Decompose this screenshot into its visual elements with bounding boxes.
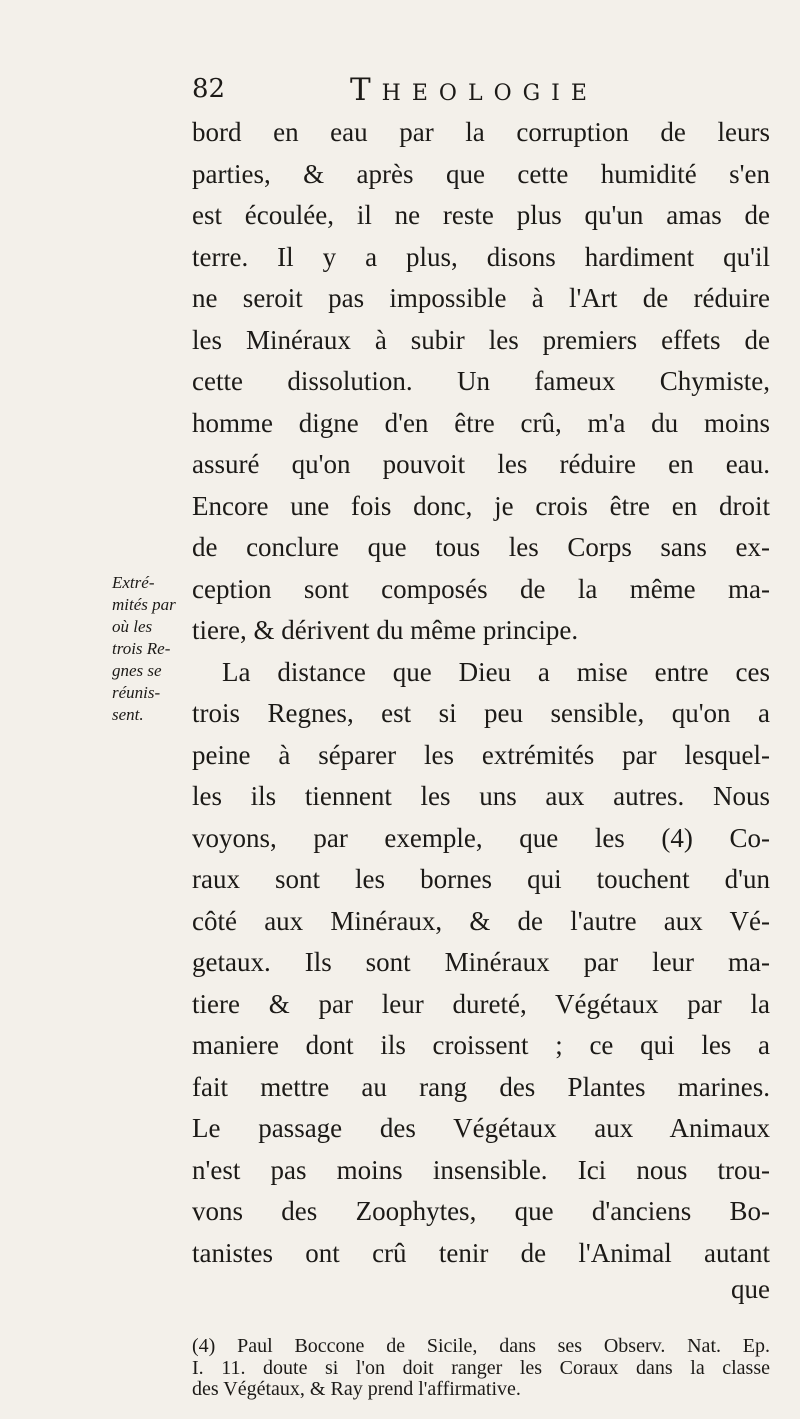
text-line: Encore une fois donc, je crois être en droit xyxy=(192,490,770,521)
page-number: 82 xyxy=(192,74,226,104)
page-header xyxy=(192,72,662,112)
text-line: ne seroit pas impossible à l'Art de réduire xyxy=(192,283,770,313)
text-line: Le passage des Végétaux aux Animaux xyxy=(192,1113,770,1143)
margin-note xyxy=(112,572,192,726)
text-line: vons des Zoophytes, que d'anciens Bo- xyxy=(192,1196,770,1226)
text-line: ception sont composés de la même ma- xyxy=(192,573,770,604)
footnote-line: (4) Paul Boccone de Sicile, dans ses Observ. Nat. Ep. xyxy=(192,1335,770,1357)
text-line: cette dissolution. Un fameux Chymiste, xyxy=(192,366,770,396)
footnote-line: I. 11. doute si l'on doit ranger les Coraux dans la classe xyxy=(192,1356,770,1379)
text-line: les Minéraux à subir les premiers effets de xyxy=(192,324,770,355)
text-line: voyons, par exemple, que les (4) Co- xyxy=(192,822,770,853)
text-line: homme digne d'en être crû, m'a du moins xyxy=(192,407,770,438)
text-line: est écoulée, il ne reste plus qu'un amas de xyxy=(192,200,770,230)
margin-note-line: réunis- xyxy=(112,683,161,702)
text-line: parties, & après que cette humidité s'en xyxy=(192,158,770,189)
text-line: bord en eau par la corruption de leurs xyxy=(192,117,770,147)
text-line: les ils tiennent les uns aux autres. Nous xyxy=(192,781,770,811)
margin-note-line: mités par xyxy=(112,595,176,614)
text-line: terre. Il y a plus, disons hardiment qu'il xyxy=(192,241,770,272)
text-line: La distance que Dieu a mise entre ces xyxy=(222,656,770,687)
text-line: fait mettre au rang des Plantes marines. xyxy=(192,1071,770,1102)
text-line: peine à séparer les extrémités par lesquel- xyxy=(192,739,770,770)
margin-note-line: sent. xyxy=(112,705,144,724)
margin-note-line: Extré- xyxy=(112,573,155,592)
text-line: trois Regnes, est si peu sensible, qu'on a xyxy=(192,698,770,728)
margin-note-line: trois Re- xyxy=(112,639,171,658)
text-line: getaux. Ils sont Minéraux par leur ma- xyxy=(192,947,770,977)
text-line: tanistes ont crû tenir de l'Animal autant xyxy=(192,1237,770,1268)
text-line: côté aux Minéraux, & de l'autre aux Vé- xyxy=(192,905,770,936)
running-title: Theologie xyxy=(350,72,598,108)
catchword: que xyxy=(731,1274,770,1304)
body-text xyxy=(192,112,770,1304)
footnote-line: des Végétaux, & Ray prend l'affirmative. xyxy=(192,1378,521,1400)
margin-note-line: gnes se xyxy=(112,661,162,680)
text-line: raux sont les bornes qui touchent d'un xyxy=(192,864,770,894)
text-line: de conclure que tous les Corps sans ex- xyxy=(192,532,770,562)
footnote xyxy=(192,1336,770,1401)
margin-note-line: où les xyxy=(112,617,153,636)
text-line: tiere & par leur dureté, Végétaux par la xyxy=(192,988,770,1019)
text-line: assuré qu'on pouvoit les réduire en eau. xyxy=(192,449,770,479)
text-line: tiere, & dérivent du même principe. xyxy=(192,615,579,645)
text-line: n'est pas moins insensible. Ici nous trou- xyxy=(192,1154,770,1185)
text-line: maniere dont ils croissent ; ce qui les a xyxy=(192,1030,770,1060)
